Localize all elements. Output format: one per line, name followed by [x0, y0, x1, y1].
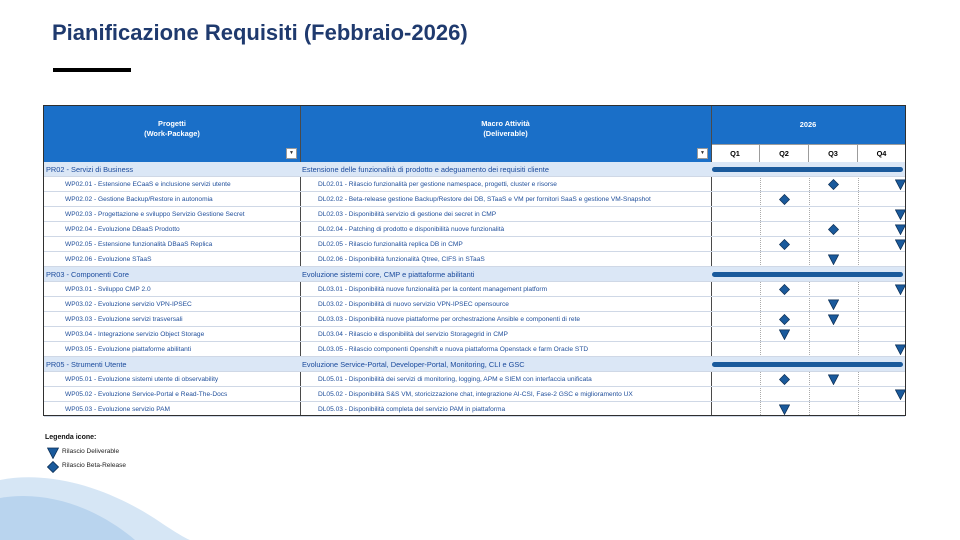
quarter-q2: Q2	[760, 144, 809, 162]
deliverable-marker	[828, 374, 839, 385]
project-name: PR05 - Strumenti Utente	[46, 360, 127, 369]
gantt-table	[43, 105, 906, 416]
table-row	[44, 192, 905, 207]
deliverable-marker	[895, 389, 906, 400]
work-package-name: WP03.03 - Evoluzione servizi trasversali	[65, 316, 183, 323]
header-activities-label: Macro Attività	[481, 119, 530, 128]
work-package-name: WP05.03 - Evoluzione servizio PAM	[65, 406, 171, 413]
timeline-bar	[712, 167, 903, 172]
deliverable-name: DL02.06 - Disponibilità funzionalità Qtree, CIFS in STaaS	[318, 256, 485, 263]
group-row	[44, 357, 905, 372]
beta-release-marker	[779, 239, 790, 250]
deliverable-marker	[779, 329, 790, 340]
quarter-q4: Q4	[858, 144, 905, 162]
deliverable-marker	[895, 209, 906, 220]
legend-deliverable-label: Rilascio Deliverable	[62, 448, 120, 455]
header-projects	[44, 106, 300, 162]
table-row	[44, 177, 905, 192]
deliverable-name: DL05.02 - Disponibilità S&S VM, storicizzazione chat, integrazione AI-CSI, Fase-2 GSC e miglioramento UX	[318, 391, 633, 398]
work-package-name: WP03.05 - Evoluzione piattaforme abilitanti	[65, 346, 192, 353]
decorative-wave	[0, 460, 240, 540]
table-row	[44, 372, 905, 387]
deliverable-marker	[828, 254, 839, 265]
table-row	[44, 222, 905, 237]
table-row	[44, 342, 905, 357]
header-projects-sublabel: (Work-Package)	[144, 129, 200, 138]
work-package-name: WP02.06 - Evoluzione STaaS	[65, 256, 152, 263]
table-row	[44, 252, 905, 267]
deliverable-name: DL03.01 - Disponibilità nuove funzionalità per la content management platform	[318, 286, 548, 293]
macro-activity: Estensione delle funzionalità di prodotto e adeguamento dei requisiti cliente	[302, 165, 549, 174]
deliverable-name: DL02.05 - Rilascio funzionalità replica DB in CMP	[318, 241, 463, 248]
beta-release-marker	[779, 194, 790, 205]
page-title: Pianificazione Requisiti (Febbraio-2026)	[52, 20, 468, 45]
deliverable-name: DL05.01 - Disponibilità dei servizi di monitoring, logging, APM e SIEM con interfaccia unificata	[318, 376, 592, 383]
deliverable-name: DL02.04 - Patching di prodotto e disponibilità nuove funzionalità	[318, 226, 505, 233]
work-package-name: WP03.04 - Integrazione servizio Object Storage	[65, 331, 205, 338]
header-projects-label: Progetti	[158, 119, 186, 128]
table-row	[44, 282, 905, 297]
deliverable-marker	[828, 299, 839, 310]
work-package-name: WP05.01 - Evoluzione sistemi utente di observability	[65, 376, 219, 383]
timeline-bar	[712, 272, 903, 277]
table-row	[44, 207, 905, 222]
deliverable-marker	[779, 404, 790, 415]
work-package-name: WP02.04 - Evoluzione DBaaS Prodotto	[65, 226, 180, 233]
macro-activity: Evoluzione Service-Portal, Developer-Portal, Monitoring, CLI e GSC	[302, 360, 525, 369]
deliverable-name: DL02.02 - Beta-release gestione Backup/Restore dei DB, STaaS e VM per fornitori SaaS e gestione VM-Snapshot	[318, 196, 651, 203]
beta-release-marker	[779, 314, 790, 325]
quarter-q3: Q3	[809, 144, 858, 162]
table-row	[44, 402, 905, 417]
project-name: PR03 - Componenti Core	[46, 270, 129, 279]
beta-release-marker	[779, 284, 790, 295]
deliverable-name: DL03.02 - Disponibilità di nuovo servizio VPN-IPSEC opensource	[318, 301, 509, 308]
deliverable-name: DL03.04 - Rilascio e disponibilità del servizio Storagegrid in CMP	[318, 331, 508, 338]
work-package-name: WP02.02 - Gestione Backup/Restore in autonomia	[65, 196, 213, 203]
beta-release-marker	[828, 179, 839, 190]
filter-activities-dropdown[interactable]: ▼	[697, 148, 708, 159]
work-package-name: WP03.01 - Sviluppo CMP 2.0	[65, 286, 151, 293]
deliverable-marker	[895, 344, 906, 355]
legend-beta-label: Rilascio Beta-Release	[62, 462, 126, 469]
deliverable-name: DL02.03 - Disponibilità servizio di gestione dei secret in CMP	[318, 211, 497, 218]
deliverable-name: DL03.03 - Disponibilità nuove piattaforme per orchestrazione Ansible e componenti di rete	[318, 316, 581, 323]
work-package-name: WP05.02 - Evoluzione Service-Portal e Read-The-Docs	[65, 391, 228, 398]
header-activities-sublabel: (Deliverable)	[483, 129, 528, 138]
filter-projects-dropdown[interactable]: ▼	[286, 148, 297, 159]
deliverable-marker	[895, 179, 906, 190]
work-package-name: WP02.03 - Progettazione e sviluppo Servizio Gestione Secret	[65, 211, 245, 218]
group-row	[44, 162, 905, 177]
table-row	[44, 387, 905, 402]
header-activities	[300, 106, 711, 162]
macro-activity: Evoluzione sistemi core, CMP e piattaforme abilitanti	[302, 270, 475, 279]
header-year	[711, 106, 905, 144]
title-underline	[53, 68, 131, 72]
beta-release-marker	[828, 224, 839, 235]
table-row	[44, 312, 905, 327]
header-year-label: 2026	[799, 120, 817, 129]
group-row	[44, 267, 905, 282]
timeline-bar	[712, 362, 903, 367]
deliverable-marker-icon	[47, 447, 59, 459]
table-row	[44, 237, 905, 252]
deliverable-name: DL02.01 - Rilascio funzionalità per gestione namespace, progetti, cluster e risorse	[318, 181, 557, 188]
work-package-name: WP02.01 - Estensione ECaaS e inclusione servizi utente	[65, 181, 231, 188]
project-name: PR02 - Servizi di Business	[46, 165, 134, 174]
deliverable-name: DL03.05 - Rilascio componenti Openshift e nuova piattaforma Openstack e farm Oracle STD	[318, 346, 589, 353]
deliverable-name: DL05.03 - Disponibilità completa del servizio PAM in piattaforma	[318, 406, 506, 413]
beta-release-marker	[779, 374, 790, 385]
work-package-name: WP02.05 - Estensione funzionalità DBaaS Replica	[65, 241, 213, 248]
deliverable-marker	[895, 239, 906, 250]
table-row	[44, 297, 905, 312]
legend-title: Legenda icone:	[45, 434, 97, 441]
table-row	[44, 327, 905, 342]
deliverable-marker	[828, 314, 839, 325]
deliverable-marker	[895, 224, 906, 235]
legend-deliverable	[47, 447, 197, 459]
quarter-q1: Q1	[711, 144, 760, 162]
work-package-name: WP03.02 - Evoluzione servizio VPN-IPSEC	[65, 301, 192, 308]
deliverable-marker	[895, 284, 906, 295]
